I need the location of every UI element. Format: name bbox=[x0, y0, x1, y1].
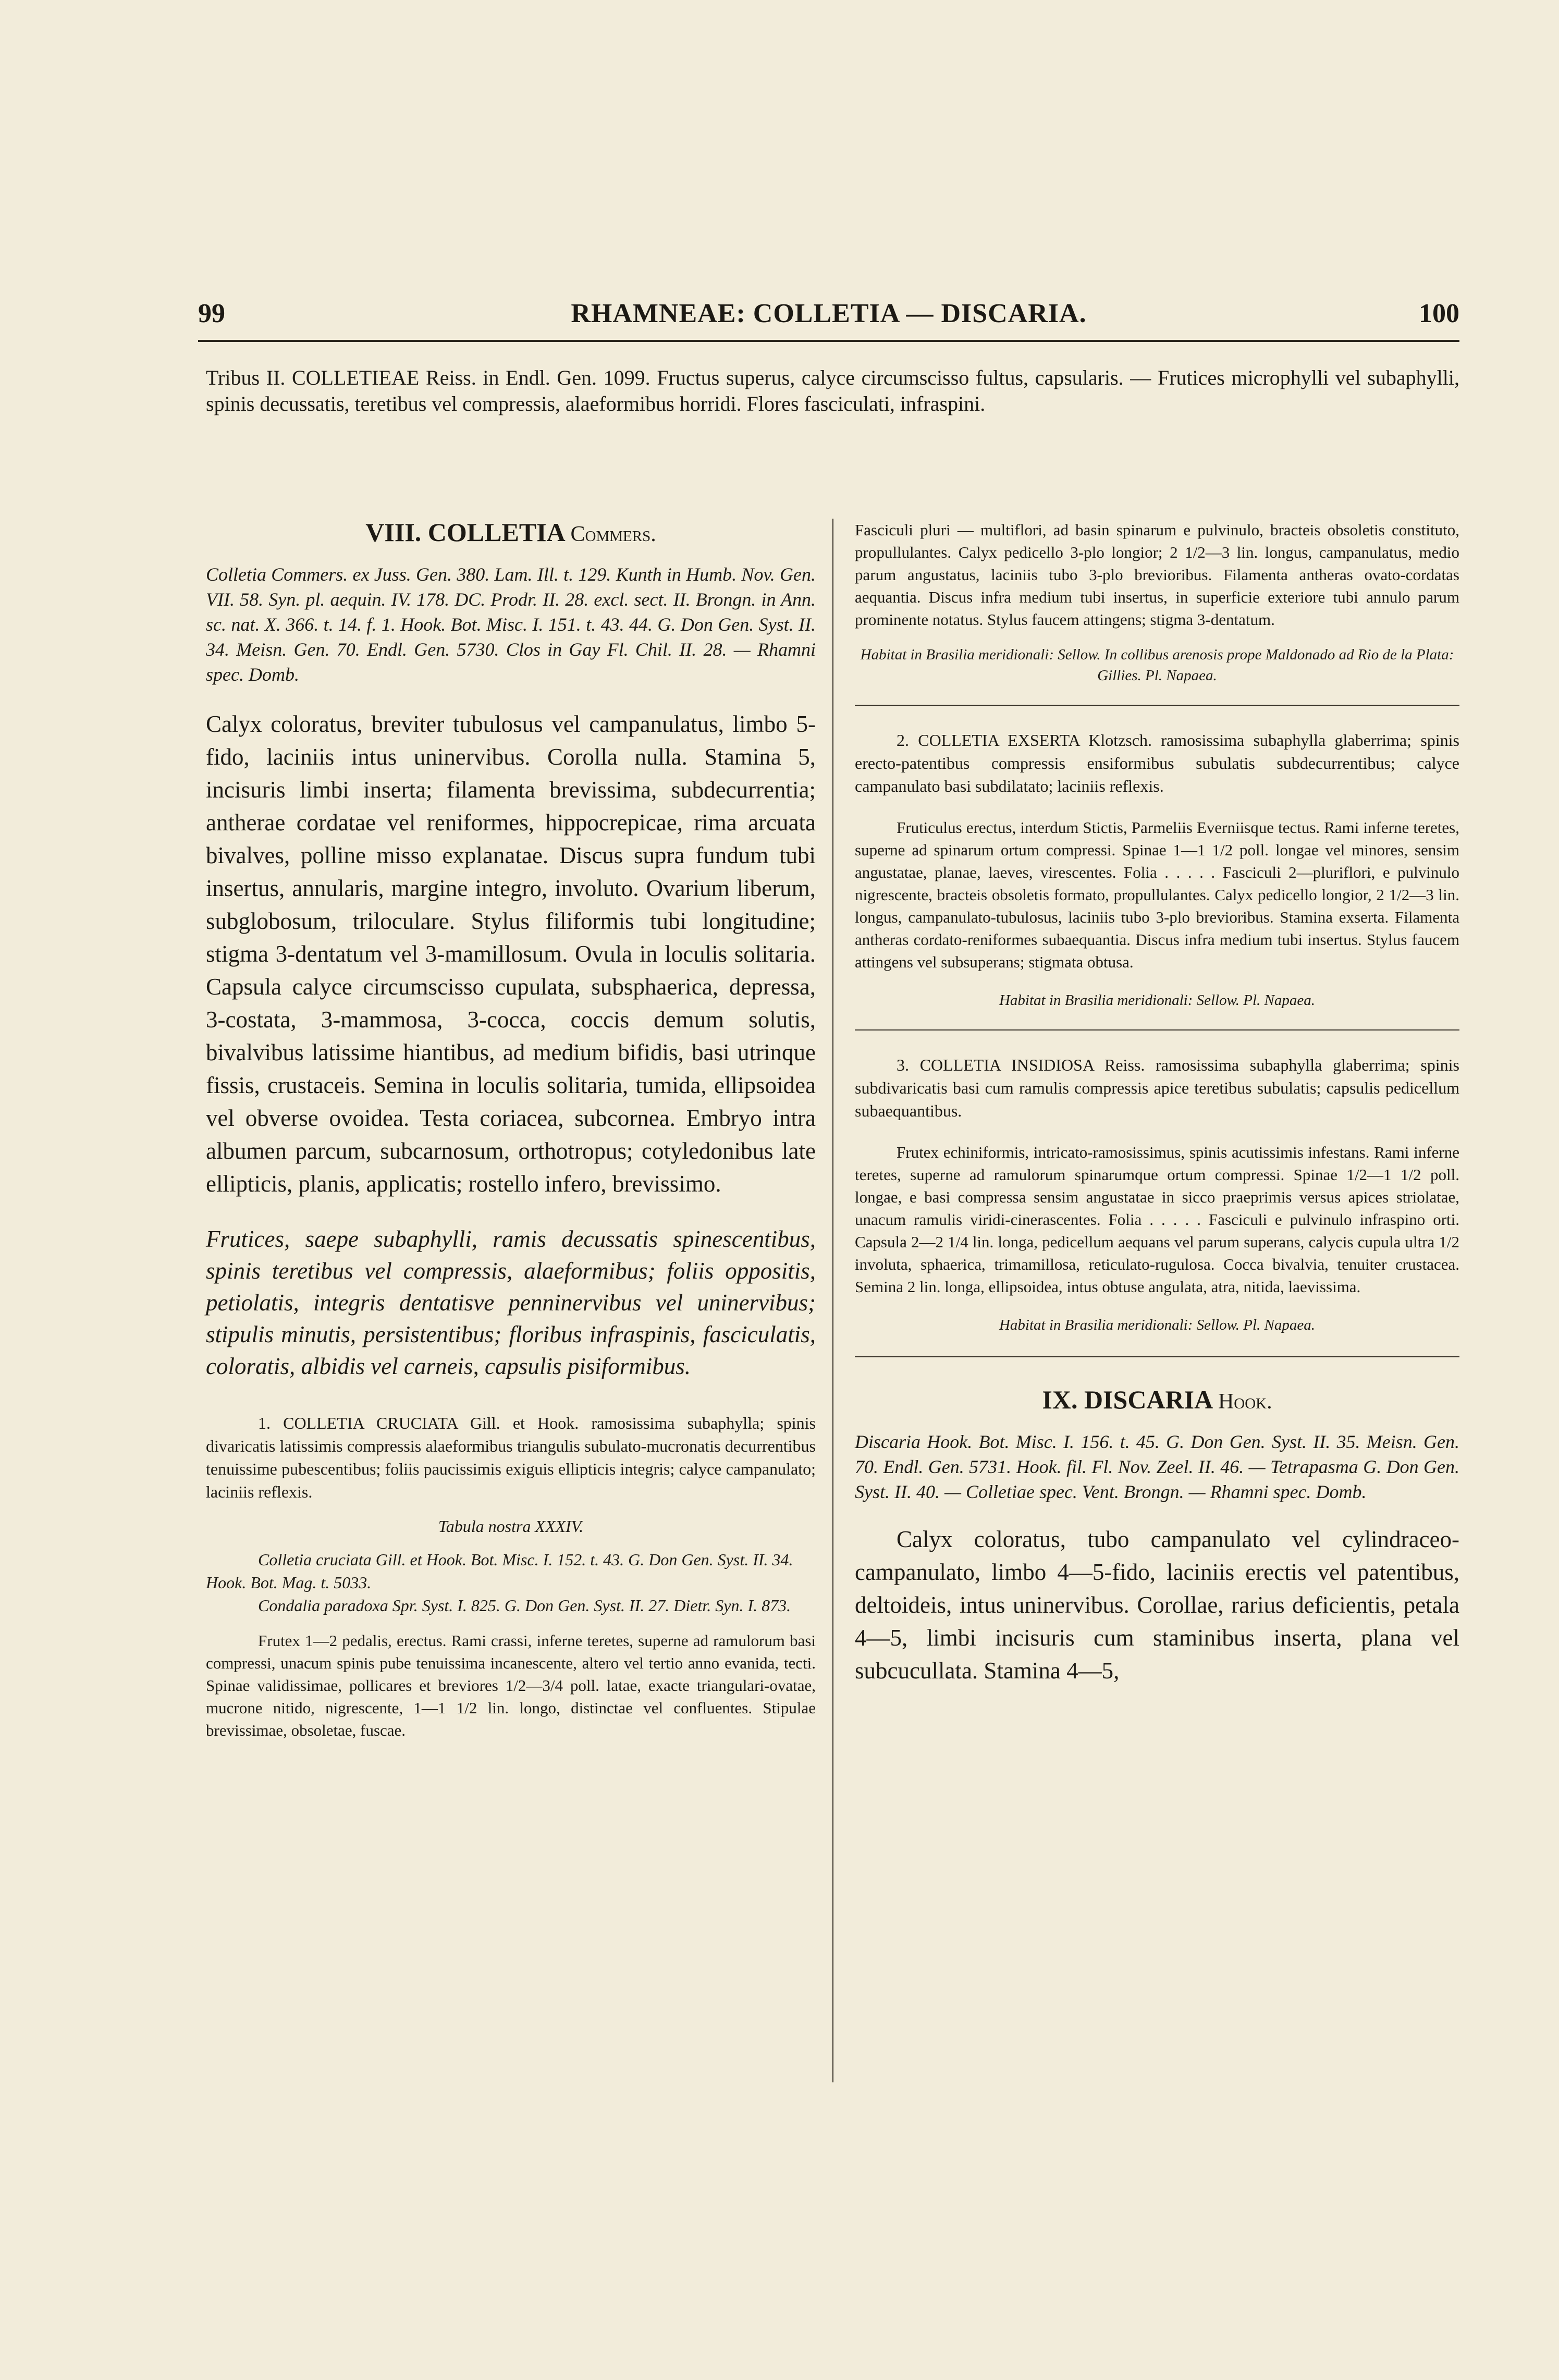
header-rule bbox=[198, 340, 1459, 342]
tribe-description: Tribus II. COLLETIEAE Reiss. in Endl. Gen. 1099. Fructus superus, calyce circumscisso fultus, capsularis. — Frutices microphylli vel subaphylli, spinis decussatis, teretibus vel compressis, alaeformibus horridi. Flores fasciculati, infraspini. bbox=[206, 366, 1459, 415]
genus-title: VIII. COLLETIA bbox=[365, 518, 564, 547]
species-2-diagnosis: 2. COLLETIA EXSERTA Klotzsch. ramosissima subaphylla glaberrima; spinis erecto-patentibus compressis ensiformibus subulatis subdecurrentibus; calyce campanulato basi subdilatato; laciniis reflexis. bbox=[855, 731, 1459, 795]
species-3-description: Frutex echiniformis, intricato-ramosissimus, spinis acutissimis infestans. Rami inferne teretes, superne ad ramulorum spinarumque ortum compressi. Spinae 1/2—1 1/2 poll. longae, e basi compressa sensim angustatae in sicco praeprimis versus apices striolatae, unacum ramulis viridi-cinerascentes. Folia . . . . . Fasciculi e pulvinulo infraspino orti. Capsula 2—2 1/4 lin. longa, pedicellum aequans vel parum superans, calycis cupula ultra 1/2 involuta, sphaerica, trimamillosa, reticulato-rugulosa. Cocca bivalvia, tenuiter crustacea. Semina 2 lin. longa, ellipsoidea, intus obtuse angulata, atra, nitida, laevissima. bbox=[855, 1143, 1459, 1296]
running-header bbox=[198, 298, 1459, 335]
genus-heading-discaria bbox=[855, 1383, 1459, 1418]
genus-author: Commers. bbox=[570, 522, 656, 546]
right-column bbox=[855, 519, 1459, 1687]
species-1-description: Frutex 1—2 pedalis, erectus. Rami crassi, inferne teretes, superne ad ramulorum basi compressi, unacum spinis pube tenuissima incanescente, altero vel tertio anno evanida, tecti. Spinae validissimae, pollicares et breviores 1/2—3/4 poll. latae, exacte triangulari-ovatae, mucrone nitido, nigrescente, 1—1 1/2 lin. longo, distinctae vel confluentes. Stipulae brevissimae, obsoletae, fuscae. bbox=[206, 1631, 816, 1739]
genus-habit: Frutices, saepe subaphylli, ramis decussatis spinescentibus, spinis teretibus vel compressis, alaeformibus; foliis oppositis, petiolatis, integris dentatisve penninervibus vel uninervibus; stipulis minutis, persistentibus; floribus infraspinis, fasciculatis, coloratis, albidis vel carneis, capsulis pisiformibus. bbox=[206, 1226, 816, 1379]
running-title: RHAMNEAE: COLLETIA — DISCARIA. bbox=[571, 299, 1087, 328]
species-1-diagnosis: 1. COLLETIA CRUCIATA Gill. et Hook. ramosissima subaphylla; spinis divaricatis latissimis compressis alaeformibus triangulis subulato-mucronatis decurrentibus tenuissime pubescentibus; foliis paucissimis exiguis ellipticis integris; calyce campanulato; laciniis reflexis. bbox=[206, 1414, 816, 1501]
species-1-synonym-2: Condalia paradoxa Spr. Syst. I. 825. G. Don Gen. Syst. II. 27. Dietr. Syn. I. 873. bbox=[258, 1596, 791, 1615]
species-1-synonym-1: Colletia cruciata Gill. et Hook. Bot. Misc. I. 152. t. 43. G. Don Gen. Syst. II. 34. Hook. Bot. Mag. t. 5033. bbox=[206, 1550, 793, 1592]
species-2-habitat: Habitat in Brasilia meridionali: Sellow. Pl. Napaea. bbox=[999, 992, 1316, 1009]
species-3-habitat: Habitat in Brasilia meridionali: Sellow. Pl. Napaea. bbox=[999, 1317, 1316, 1333]
genus-heading-colletia bbox=[206, 516, 816, 550]
species-1-habitat: Habitat in Brasilia meridionali: Sellow. In collibus arenosis prope Maldonado ad Rio de la Plata: Gillies. Pl. Napaea. bbox=[860, 646, 1454, 684]
genus-title: IX. DISCARIA bbox=[1042, 1385, 1212, 1414]
species-3-diagnosis: 3. COLLETIA INSIDIOSA Reiss. ramosissima subaphylla glaberrima; spinis subdivaricatis basi cum ramulis compressis apice teretibus subulatis; capsulis pedicellum subaequantibus. bbox=[855, 1056, 1459, 1120]
section-rule bbox=[855, 705, 1459, 706]
page-number-left: 99 bbox=[198, 299, 225, 328]
page-number-right: 100 bbox=[1419, 299, 1459, 328]
genus-description: Calyx coloratus, breviter tubulosus vel campanulatus, limbo 5-fido, laciniis intus uninervibus. Corolla nulla. Stamina 5, incisuris limbi inserta; filamenta brevissima, subdecurrentia; antherae cordatae vel reniformes, hippocrepicae, rima arcuata bivalves, polline misso explanatae. Discus supra fundum tubi insertus, annularis, margine integro, involuto. Ovarium liberum, subglobosum, triloculare. Stylus filiformis tubi longitudine; stigma 3-dentatum vel 3-mamillosum. Ovula in loculis solitaria. Capsula calyce circumscisso cupulata, subsphaerica, depressa, 3-costata, 3-mammosa, 3-cocca, coccis demum solutis, bivalvibus latissime hiantibus, ad medium bifidis, basi utrinque fissis, crustaceis. Semina in loculis solitaria, tumida, ellipsoidea vel obverse ovoidea. Testa coriacea, subcornea. Embryo intra albumen parcum, subcarnosum, orthotropus; cotyledonibus late ellipticis, planis, applicatis; rostello infero, brevissimo. bbox=[206, 711, 816, 1197]
species-2-description: Fruticulus erectus, interdum Stictis, Parmeliis Everniisque tectus. Rami inferne teretes, superne ad spinarum ortum compressi. Spinae 1—1 1/2 poll. longae vel minores, sensim angustatae, planae, laeves, virescentes. Folia . . . . . Fasciculi 2—pluriflori, e pulvinulo nigrescente, bracteis obsoletis formato, propullulantes. Calyx pedicello longior, 2 1/2—3 lin. longus, campanulato-tubulosus, laciniis tubo 3-plo brevioribus. Stamina exserta. Filamenta antheras cordato-reniformes subaequantia. Discus infra medium tubi insertus. Stylus faucem attingens vel subsuperans; stigmata obtusa. bbox=[855, 818, 1459, 971]
genus-synonymy: Colletia Commers. ex Juss. Gen. 380. Lam. Ill. t. 129. Kunth in Humb. Nov. Gen. VII. 58. Syn. pl. aequin. IV. 178. DC. Prodr. II. 28. excl. sect. II. Brongn. in Ann. sc. nat. X. 366. t. 14. f. 1. Hook. Bot. Misc. I. 151. t. 43. 44. G. Don Gen. Syst. II. 34. Meisn. Gen. 70. Endl. Gen. 5730. Clos in Gay Fl. Chil. II. 28. — Rhamni spec. Domb. bbox=[206, 564, 816, 685]
section-rule bbox=[855, 1029, 1459, 1030]
genus-description: Calyx coloratus, tubo campanulato vel cylindraceo-campanulato, limbo 4—5-fido, laciniis erectis vel patentibus, deltoideis, intus uninervibus. Corollae, rarius deficientis, petala 4—5, limbi incisuris cum staminibus inserta, plana vel subcucullata. Stamina 4—5, bbox=[855, 1526, 1459, 1684]
section-rule bbox=[855, 1356, 1459, 1357]
genus-author: Hook. bbox=[1218, 1390, 1272, 1414]
genus-synonymy: Discaria Hook. Bot. Misc. I. 156. t. 45. G. Don Gen. Syst. II. 35. Meisn. Gen. 70. Endl. Gen. 5731. Hook. fil. Fl. Nov. Zeel. II. 46. — Tetrapasma G. Don Gen. Syst. II. 40. — Colletiae spec. Vent. Brongn. — Rhamni spec. Domb. bbox=[855, 1431, 1459, 1502]
species-1-description-continued: Fasciculi pluri — multiflori, ad basin spinarum e pulvinulo, bracteis obsoletis constituto, propullulantes. Calyx pedicello 3-plo longior; 2 1/2—3 lin. longus, campanulatus, medio parum angustatus, laciniis tubo 3-plo brevioribus. Filamenta antheras ovato-cordatas aequantia. Discus infra medium tubi insertus, in superficie exteriore tubi annulo parum prominente notatus. Stylus faucem attingens; stigma 3-dentatum. bbox=[855, 521, 1459, 629]
left-column bbox=[206, 516, 816, 1741]
species-1-plate: Tabula nostra XXXIV. bbox=[438, 1517, 584, 1536]
column-divider bbox=[832, 519, 833, 2082]
